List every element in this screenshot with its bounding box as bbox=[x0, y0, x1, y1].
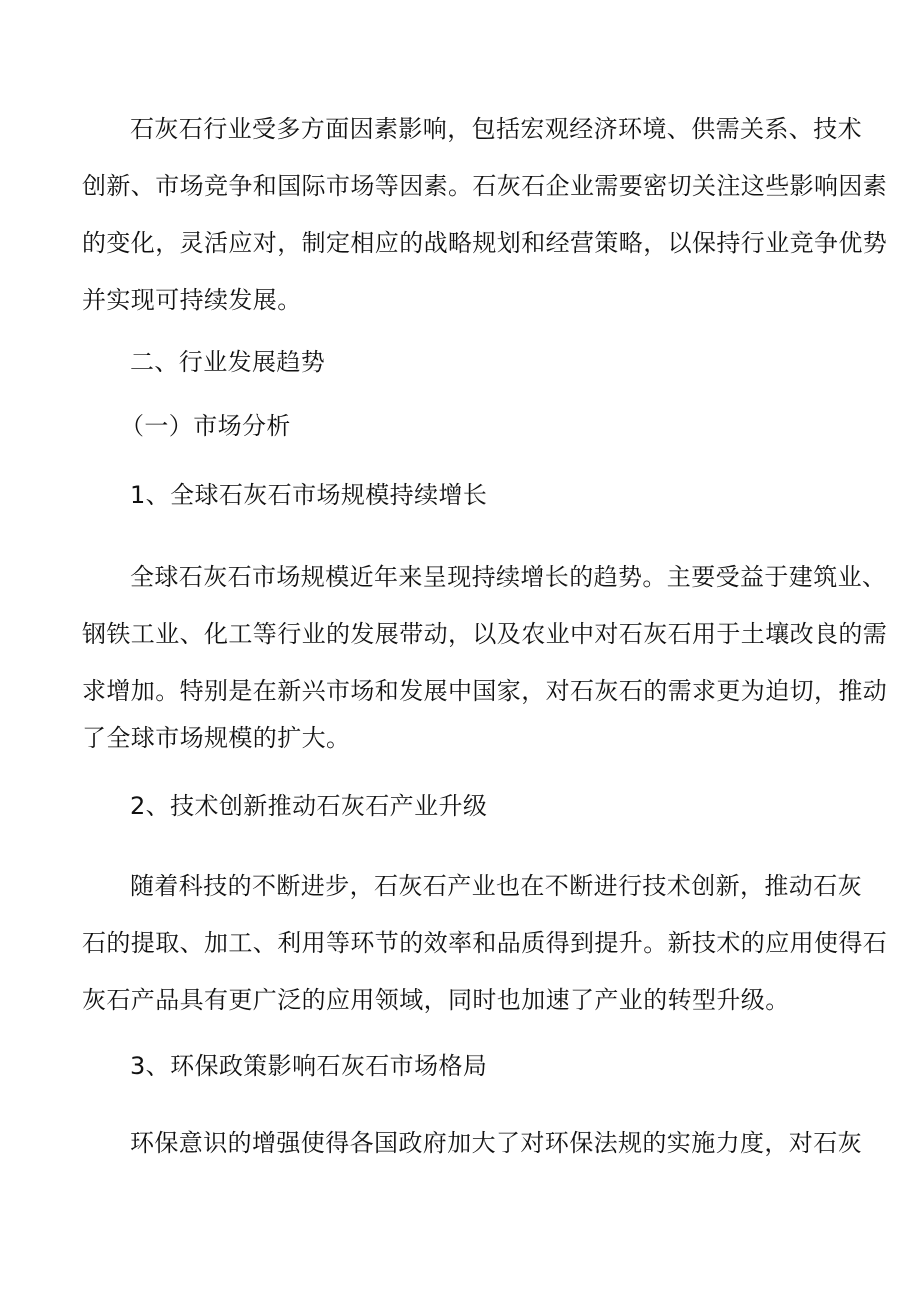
paragraph-line: 的变化，灵活应对，制定相应的战略规划和经营策略，以保持行业竞争优势 bbox=[82, 229, 888, 257]
section-heading: 二、行业发展趋势 bbox=[130, 348, 326, 376]
paragraph-line: 石的提取、加工、利用等环节的效率和品质得到提升。新技术的应用使得石 bbox=[82, 929, 888, 957]
item-heading-3: 3、环保政策影响石灰石市场格局 bbox=[130, 1052, 488, 1080]
paragraph-line: 随着科技的不断进步，石灰石产业也在不断进行技术创新，推动石灰 bbox=[130, 872, 862, 900]
paragraph-line: 全球石灰石市场规模近年来呈现持续增长的趋势。主要受益于建筑业、 bbox=[130, 563, 887, 591]
item-heading-2: 2、技术创新推动石灰石产业升级 bbox=[130, 792, 488, 820]
subsection-heading: （一）市场分析 bbox=[120, 412, 291, 440]
paragraph-line: 求增加。特别是在新兴市场和发展中国家，对石灰石的需求更为迫切，推动 bbox=[82, 677, 888, 705]
paragraph-line: 并实现可持续发展。 bbox=[82, 286, 302, 314]
paragraph-line: 钢铁工业、化工等行业的发展带动，以及农业中对石灰石用于土壤改良的需 bbox=[82, 620, 888, 648]
paragraph-line: 了全球市场规模的扩大。 bbox=[82, 724, 351, 752]
item-heading-1: 1、全球石灰石市场规模持续增长 bbox=[130, 481, 488, 509]
paragraph-line: 环保意识的增强使得各国政府加大了对环保法规的实施力度，对石灰 bbox=[130, 1129, 862, 1157]
paragraph-line: 创新、市场竞争和国际市场等因素。石灰石企业需要密切关注这些影响因素 bbox=[82, 172, 888, 200]
paragraph-line: 石灰石行业受多方面因素影响，包括宏观经济环境、供需关系、技术 bbox=[130, 115, 862, 143]
paragraph-line: 灰石产品具有更广泛的应用领域，同时也加速了产业的转型升级。 bbox=[82, 986, 790, 1014]
